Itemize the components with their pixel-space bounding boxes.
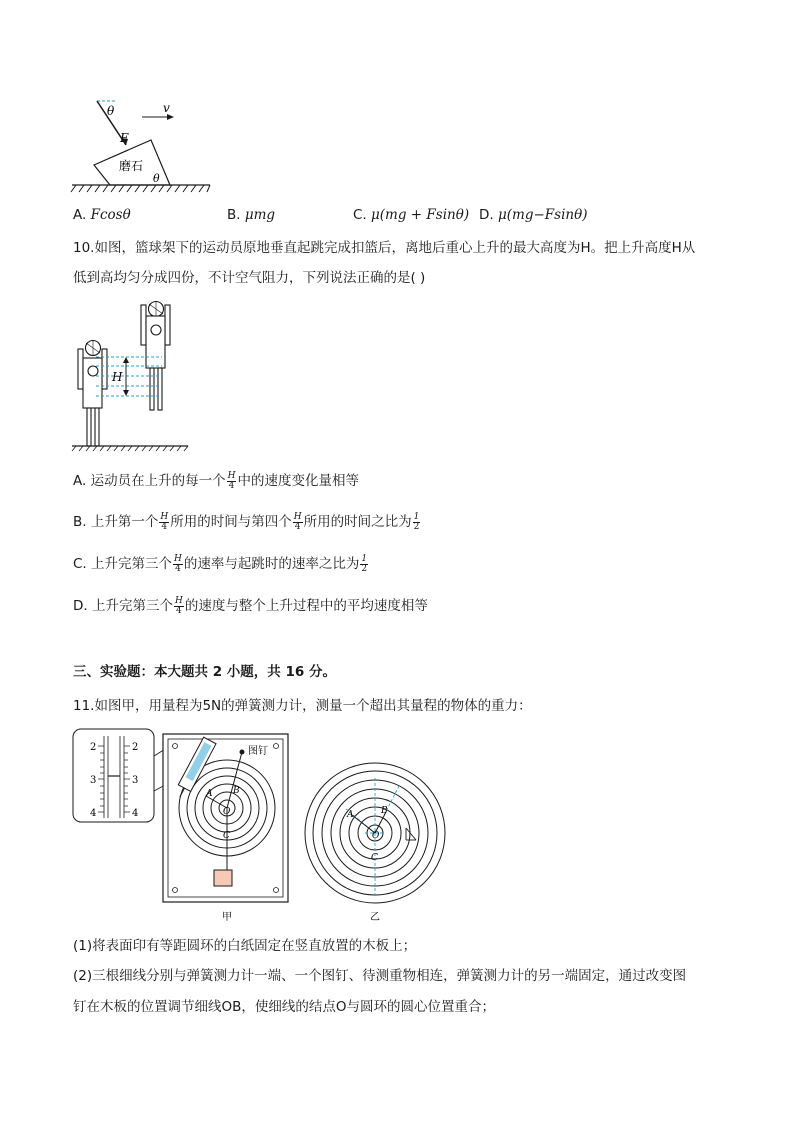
q10-height-label: H bbox=[112, 370, 123, 384]
fraction-one-half: $\frac{1}{2}$ bbox=[413, 511, 420, 532]
weight-block bbox=[214, 870, 232, 886]
q9-option-a[interactable]: A. Fcosθ bbox=[73, 207, 131, 223]
point-c-label: C bbox=[223, 831, 230, 841]
scale-left-3: 3 bbox=[90, 775, 97, 786]
q9-option-b[interactable]: B. μmg bbox=[227, 207, 276, 223]
caption-right: 乙 bbox=[370, 912, 380, 923]
q9-angle-top-label: θ bbox=[107, 104, 115, 118]
q9-option-c[interactable]: C. μ(mg + Fsinθ) bbox=[353, 207, 470, 223]
ring-point-c-label: C bbox=[371, 853, 378, 863]
fraction-h-over-4: $\frac{H}{4}$ bbox=[160, 511, 169, 532]
q10-figure bbox=[70, 298, 190, 454]
q10-option-a[interactable]: A. 运动员在上升的每一个 $\frac{H}{4}$ 中的速度变化量相等 bbox=[73, 470, 359, 491]
q9-velocity-label: v bbox=[163, 101, 170, 115]
point-a-label: A bbox=[206, 789, 213, 799]
scale-right-2: 2 bbox=[132, 742, 139, 753]
q11-figure bbox=[70, 726, 448, 924]
q9-force-label: F bbox=[120, 131, 129, 145]
q9-angle-bottom-label: θ bbox=[153, 172, 160, 185]
pin-label: 图钉 bbox=[248, 746, 268, 757]
q11-step1: (1)将表面印有等距圆环的白纸固定在竖直放置的木板上； bbox=[73, 938, 417, 954]
ring-point-o-label: O bbox=[372, 831, 380, 841]
q9-figure bbox=[70, 95, 220, 197]
section3-title: 三、实验题：本大题共 2 小题，共 16 分。 bbox=[73, 664, 336, 680]
point-o-label: O bbox=[223, 807, 231, 817]
fraction-h-over-4: $\frac{H}{4}$ bbox=[227, 470, 236, 491]
fraction-h-over-4: $\frac{H}{4}$ bbox=[174, 553, 182, 574]
ring-point-b-label: B bbox=[381, 806, 388, 816]
scale-right-4: 4 bbox=[132, 808, 139, 819]
caption-left: 甲 bbox=[222, 912, 232, 923]
scale-left-4: 4 bbox=[90, 808, 97, 819]
q10-stem-line2: 低到高均匀分成四份，不计空气阻力，下列说法正确的是( ) bbox=[73, 270, 426, 286]
q11-stem: 11.如图甲，用量程为5N的弹簧测力计，测量一个超出其量程的物体的重力： bbox=[73, 698, 532, 714]
scale-left-2: 2 bbox=[90, 742, 97, 753]
fraction-h-over-4: $\frac{H}{4}$ bbox=[293, 511, 302, 532]
q10-option-d[interactable]: D. 上升完第三个 $\frac{H}{4}$ 的速度与整个上升过程中的平均速度相等 bbox=[73, 595, 428, 616]
q10-stem-line1: 10.如图，篮球架下的运动员原地垂直起跳完成扣篮后，离地后重心上升的最大高度为H。把上升高度H从 bbox=[73, 240, 696, 256]
q10-option-b[interactable]: B. 上升第一个 $\frac{H}{4}$ 所用的时间与第四个 $\frac{H}{4}$ 所用的时间之比为 $\frac{1}{2}$ bbox=[73, 511, 420, 532]
q9-block-label: 磨石 bbox=[119, 159, 144, 173]
fraction-h-over-4: $\frac{H}{4}$ bbox=[174, 595, 183, 616]
q11-step2-line1: (2)三根细线分别与弹簧测力计一端、一个图钉、待测重物相连，弹簧测力计的另一端固定，通过改变图 bbox=[73, 968, 687, 984]
q10-option-c[interactable]: C. 上升完第三个 $\frac{H}{4}$ 的速率与起跳时的速率之比为 $\frac{1}{2}$ bbox=[73, 553, 368, 574]
scale-right-3: 3 bbox=[132, 775, 139, 786]
ring-point-a-label: A bbox=[347, 810, 354, 820]
q9-option-d[interactable]: D. μ(mg−Fsinθ) bbox=[479, 207, 588, 223]
fraction-one-half: $\frac{1}{2}$ bbox=[361, 553, 368, 574]
point-b-label: B bbox=[233, 786, 240, 796]
q11-step2-line2: 钉在木板的位置调节细线OB，使细线的结点O与圆环的圆心位置重合； bbox=[73, 999, 496, 1015]
